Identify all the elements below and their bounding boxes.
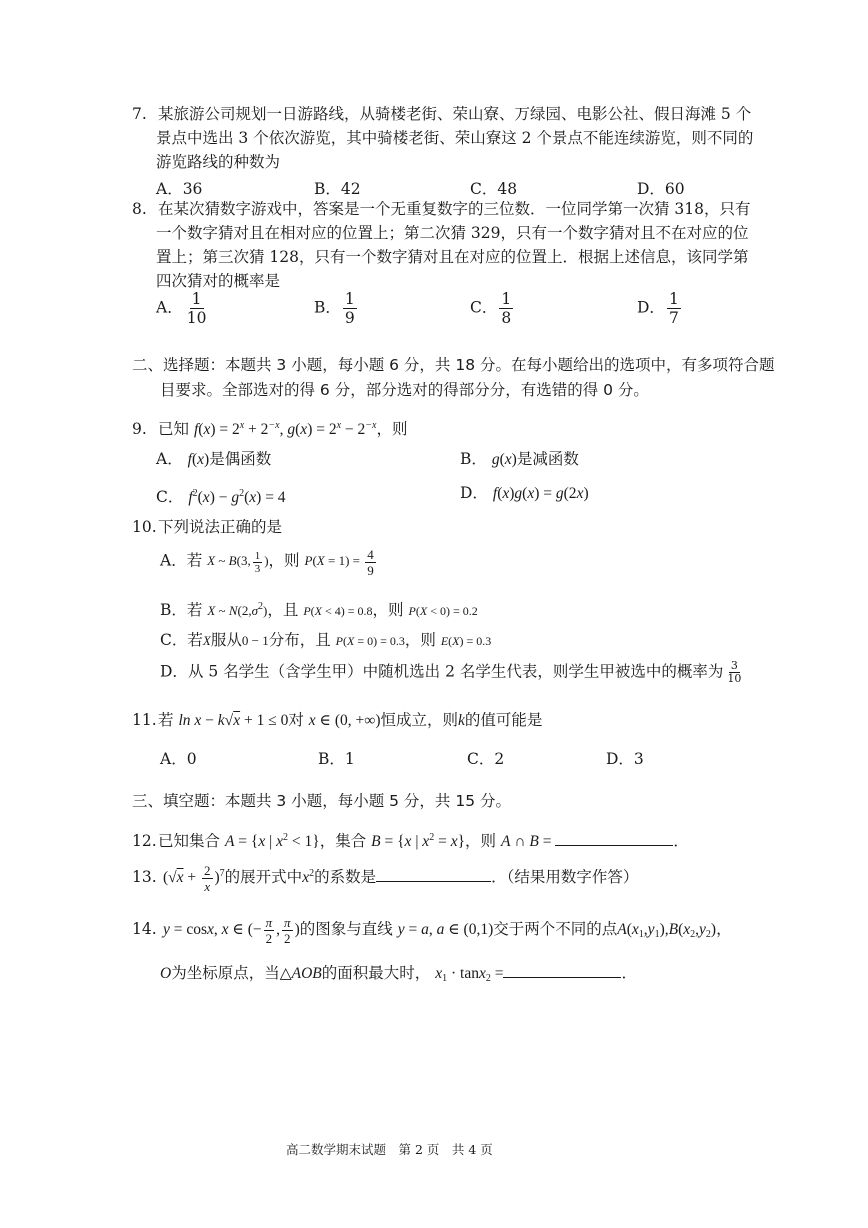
- q12-stem: 12.已知集合 A = {x | $x^2 < 1$}，集合 B = {x | $x^2 = x$}，则 A ∩ B = ．: [132, 832, 689, 850]
- page-footer: 高二数学期末试题 第 2 页 共 4 页: [286, 1142, 493, 1157]
- q11-option-d: D．3: [606, 750, 644, 768]
- q11-stem: 11.若 ln x − k√x + 1 ≤ 0对 x ∈ (0, +∞)恒成立，则k的值可能是: [132, 711, 543, 729]
- q10-option-a: A．若 X ~ B(3, $\frac{1}{3}$ )，则 P(X = 1) = $\frac{4}{9}$: [160, 547, 374, 578]
- q10-option-d: D．从 5 名学生（含学生甲）中随机选出 2 名学生代表，则学生甲被选中的概率为 $\frac{3}{10}$: [160, 659, 742, 685]
- section2-heading-cont: 目要求。全部选对的得 6 分，部分选对的得部分分，有选错的得 0 分。: [160, 381, 649, 399]
- q8-line3: 置上；第三次猜 128，只有一个数字猜对且在对应的位置上．根据上述信息，该同学第: [156, 248, 749, 266]
- q8-option-a: A． $\frac{1}{10}$: [156, 290, 207, 327]
- q11-option-a: A．0: [160, 750, 197, 768]
- q11-option-b: B．1: [318, 750, 355, 768]
- q8-line4: 四次猜对的概率是: [156, 272, 281, 290]
- q12-answer-blank[interactable]: [555, 831, 673, 846]
- q7-line1: 7. 某旅游公司规划一日游路线，从骑楼老街、荣山寮、万绿园、电影公社、假日海滩 5 个: [132, 103, 751, 126]
- q14-answer-blank[interactable]: [503, 963, 621, 978]
- q9-option-b: B． g(x)是减函数: [460, 450, 579, 468]
- q8-line1: 8. 在某次猜数字游戏中，答案是一个无重复数字的三位数．一位同学第一次猜 318，只有: [132, 198, 751, 221]
- q14-line2: O为坐标原点，当△AOB的面积最大时， $x_1 \cdot \tan x_2$ = ．: [160, 964, 637, 984]
- q9-stem: 9. 已知 $f(x) = 2^x + 2^{-x}$, $g(x) = 2^x - 2^{-x}$，则: [132, 420, 408, 438]
- q8-option-b: B． $\frac{1}{9}$: [314, 290, 355, 327]
- section3-heading: 三、填空题：本题共 3 小题，每小题 5 分，共 15 分。: [132, 792, 512, 810]
- q9-option-d: D． f(x)g(x) = g(2x): [460, 484, 589, 502]
- q10-option-b: B．若 X ~ $N(2,\sigma^2)$，且 P(X < 4) = 0.8，则 P(X < 0) = 0.2: [160, 601, 478, 619]
- q8-line2: 一个数字猜对且在相对应的位置上；第二次猜 329，只有一个数字猜对且不在对应的位: [156, 224, 749, 242]
- q8-number: 8.: [132, 200, 147, 218]
- q11-option-c: C．2: [467, 750, 505, 768]
- q7-line2: 景点中选出 3 个依次游览，其中骑楼老街、荣山寮这 2 个景点不能连续游览，则不同的: [156, 129, 754, 147]
- q14-stem: 14. y = cosx, x ∈ (− $\frac{\pi}{2}$ , $\frac{\pi}{2}$ )的图象与直线 y = a, a ∈ (0,1)交于两个不同的点$A(x_1,y_1),B(x_2,y_2)$，: [132, 915, 732, 946]
- q9-option-c: C． $f^2(x) - g^2(x) = 4$: [156, 488, 286, 506]
- q9-option-a: A． f(x)是偶函数: [156, 450, 272, 468]
- q7-option-c: C．48: [470, 180, 518, 198]
- q13-stem: 13. (√x + $\frac{2}{x}$ )$^7$的展开式中$x^2$的系数是 ．（结果用数字作答）: [132, 862, 639, 894]
- q10-option-c: C．若X服从0 − 1分布，且 P(X = 0) = 0.3，则 E(X) = 0.3: [160, 631, 492, 649]
- q7-option-b: B．42: [314, 180, 361, 198]
- q13-answer-blank[interactable]: [376, 867, 491, 882]
- q7-option-d: D．60: [637, 180, 685, 198]
- q10-stem: 10.下列说法正确的是: [132, 518, 283, 536]
- q7-option-a: A．36: [156, 180, 203, 198]
- q7-line3: 游览路线的种数为: [156, 153, 281, 171]
- q8-option-c: C． $\frac{1}{8}$: [470, 290, 512, 327]
- section2-heading: 二、选择题：本题共 3 小题，每小题 6 分，共 18 分。在每小题给出的选项中，有多项符合题: [132, 356, 775, 374]
- q8-option-d: D． $\frac{1}{7}$: [637, 290, 679, 327]
- q7-number: 7.: [132, 105, 147, 123]
- q9-formula: $f(x) = 2^x + 2^{-x}$, $g(x) = 2^x - 2^{-x}$: [193, 420, 377, 438]
